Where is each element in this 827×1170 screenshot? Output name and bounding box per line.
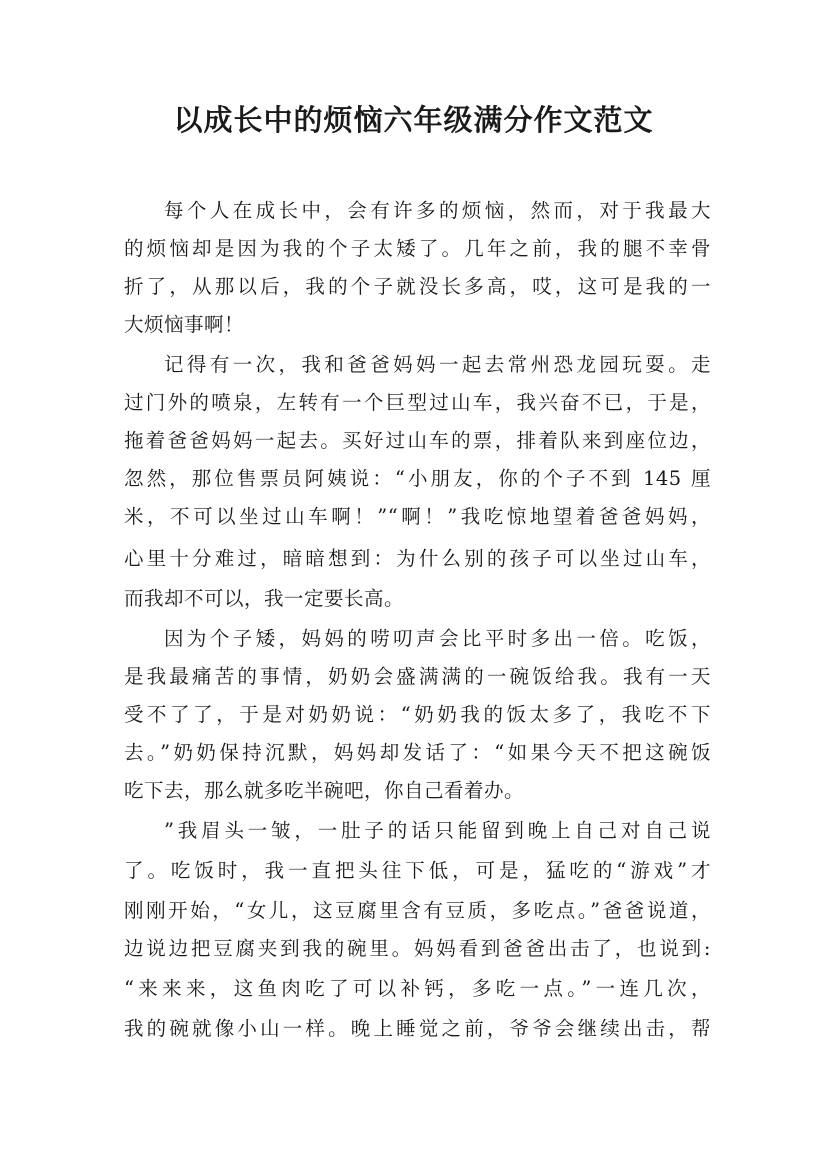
text-line: 去。”奶奶保持沉默，妈妈却发话了：“如果今天不把这碗饭 (124, 741, 711, 764)
text-line: 刚刚开始，“女儿，这豆腐里含有豆质，多吃点。”爸爸说道， (124, 899, 711, 922)
text-line: 了。吃饭时，我一直把头往下低，可是，猛吃的“游戏”才 (124, 859, 711, 882)
text-line: 折了，从那以后，我的个子就没长多高，哎，这可是我的一 (124, 275, 711, 298)
text-line: 吃下去，那么就多吃半碗吧，你自己看着办。 (124, 779, 525, 802)
text-line: 过门外的喷泉，左转有一个巨型过山车，我兴奋不已，于是， (124, 391, 711, 414)
text-line: ”我眉头一皱，一肚子的话只能留到晚上自己对自己说 (164, 819, 711, 842)
text-line: 受不了了，于是对奶奶说：“奶奶我的饭太多了，我吃不下 (124, 703, 711, 726)
text-line: “来来来，这鱼肉吃了可以补钙，多吃一点。”一连几次， (124, 977, 711, 1000)
text-line: 的烦恼却是因为我的个子太矮了。几年之前，我的腿不幸骨 (124, 237, 711, 260)
text-line: 每个人在成长中，会有许多的烦恼，然而，对于我最大 (164, 199, 711, 222)
text-line: 大烦恼事啊！ (124, 313, 245, 336)
text-line: 而我却不可以，我一定要长高。 (124, 587, 405, 610)
text-line: 是我最痛苦的事情，奶奶会盛满满的一碗饭给我。我有一天 (124, 665, 711, 688)
text-line: 记得有一次，我和爸爸妈妈一起去常州恐龙园玩耍。走 (164, 353, 711, 376)
text-line: 边说边把豆腐夹到我的碗里。妈妈看到爸爸出击了，也说到: (124, 937, 711, 960)
text-line: 我的碗就像小山一样。晚上睡觉之前，爷爷会继续出击，帮 (124, 1017, 711, 1040)
text-line: 忽然，那位售票员阿姨说：“小朋友，你的个子不到 145 厘 (124, 467, 711, 490)
text-line: 拖着爸爸妈妈一起去。买好过山车的票，排着队来到座位边， (124, 429, 711, 452)
text-line: 因为个子矮，妈妈的唠叨声会比平时多出一倍。吃饭， (164, 627, 711, 650)
document-title: 以成长中的烦恼六年级满分作文范文 (173, 103, 654, 137)
text-line: 心里十分难过，暗暗想到：为什么别的孩子可以坐过山车， (124, 547, 711, 570)
text-line: 米，不可以坐过山车啊！”“啊！”我吃惊地望着爸爸妈妈， (124, 505, 711, 528)
